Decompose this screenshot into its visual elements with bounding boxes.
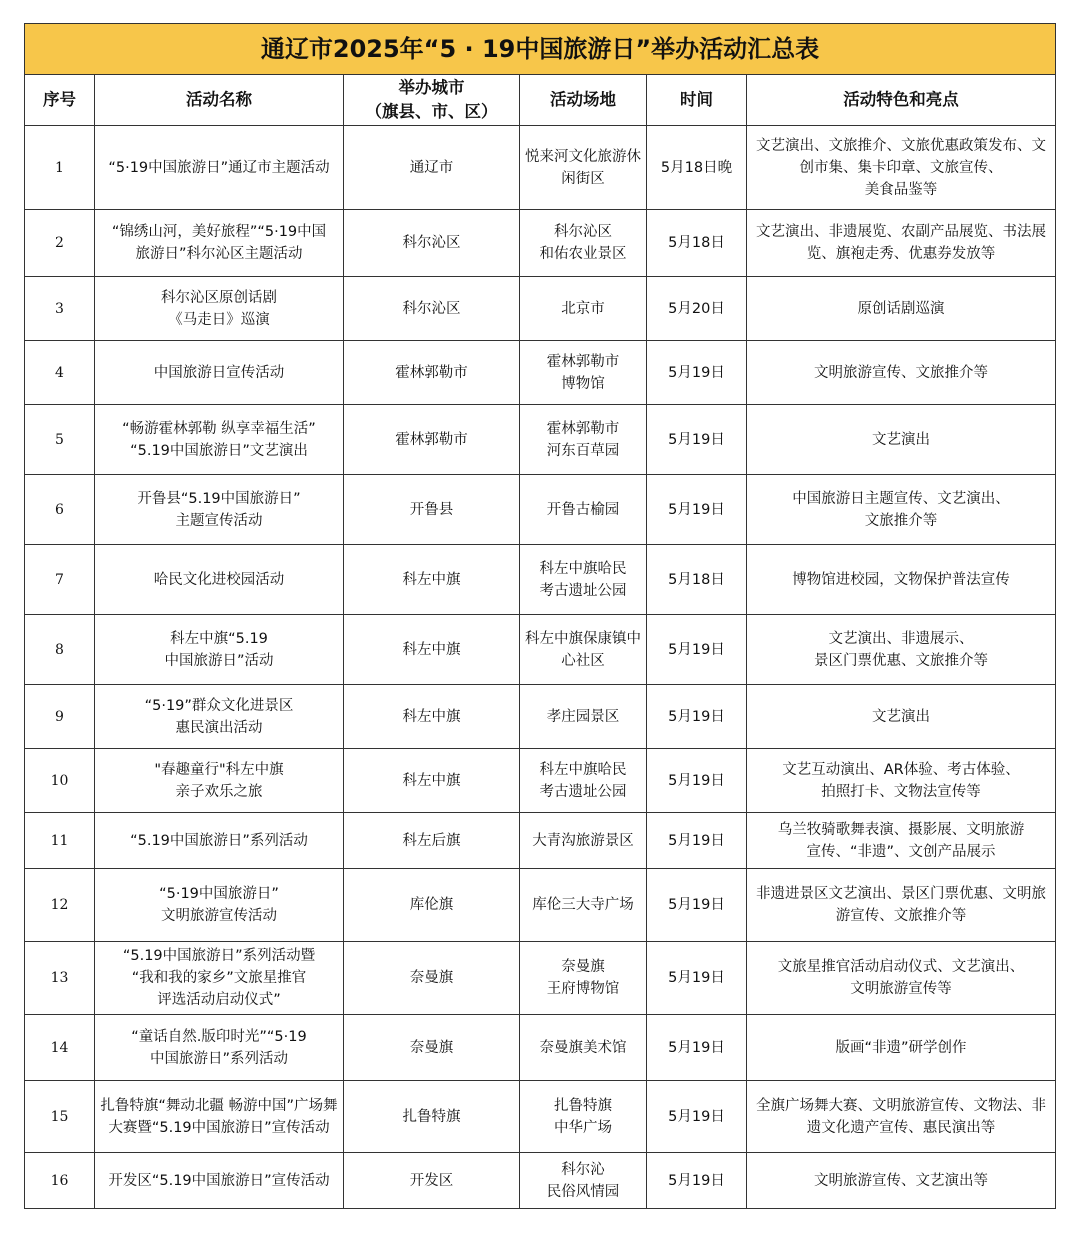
row-index: 2 xyxy=(25,210,95,277)
row-host-city: 科左中旗 xyxy=(344,685,520,749)
row-host-city: 开鲁县 xyxy=(344,475,520,545)
row-time: 5月19日 xyxy=(647,405,747,475)
row-index: 14 xyxy=(25,1015,95,1081)
row-activity-name: “5.19中国旅游日”系列活动暨 “我和我的家乡”文旅星推官 评选活动启动仪式” xyxy=(95,942,344,1015)
row-venue: 科左中旗保康镇中心社区 xyxy=(520,615,647,685)
row-venue: 奈曼旗 王府博物馆 xyxy=(520,942,647,1015)
table-row xyxy=(25,210,1056,277)
table-row xyxy=(25,749,1056,813)
row-time: 5月19日 xyxy=(647,1153,747,1209)
row-time: 5月19日 xyxy=(647,942,747,1015)
row-index: 15 xyxy=(25,1081,95,1153)
row-index: 5 xyxy=(25,405,95,475)
header-venue: 活动场地 xyxy=(520,75,647,126)
row-host-city: 开发区 xyxy=(344,1153,520,1209)
row-activity-name: “童话自然.版印时光”“5·19 中国旅游日”系列活动 xyxy=(95,1015,344,1081)
row-time: 5月19日 xyxy=(647,475,747,545)
header-index: 序号 xyxy=(25,75,95,126)
row-time: 5月19日 xyxy=(647,869,747,942)
row-time: 5月18日 xyxy=(647,210,747,277)
table-row xyxy=(25,475,1056,545)
row-venue: 北京市 xyxy=(520,277,647,341)
row-index: 1 xyxy=(25,126,95,210)
row-venue: 库伦三大寺广场 xyxy=(520,869,647,942)
row-features: 博物馆进校园，文物保护普法宣传 xyxy=(747,545,1056,615)
activity-table xyxy=(24,23,1056,1209)
row-index: 12 xyxy=(25,869,95,942)
row-host-city: 奈曼旗 xyxy=(344,942,520,1015)
table-row xyxy=(25,126,1056,210)
row-features: 文艺演出、非遗展示、 景区门票优惠、文旅推介等 xyxy=(747,615,1056,685)
row-host-city: 霍林郭勒市 xyxy=(344,341,520,405)
row-activity-name: 科尔沁区原创话剧 《马走日》巡演 xyxy=(95,277,344,341)
row-features: 文明旅游宣传、文旅推介等 xyxy=(747,341,1056,405)
row-index: 3 xyxy=(25,277,95,341)
row-activity-name: 哈民文化进校园活动 xyxy=(95,545,344,615)
table-row xyxy=(25,341,1056,405)
row-venue: 孝庄园景区 xyxy=(520,685,647,749)
row-index: 4 xyxy=(25,341,95,405)
row-host-city: 库伦旗 xyxy=(344,869,520,942)
row-features: 版画“非遗”研学创作 xyxy=(747,1015,1056,1081)
row-host-city: 科左中旗 xyxy=(344,749,520,813)
table-row xyxy=(25,1081,1056,1153)
table-row xyxy=(25,615,1056,685)
table-title: 通辽市2025年“5 · 19中国旅游日”举办活动汇总表 xyxy=(25,24,1056,75)
row-time: 5月19日 xyxy=(647,749,747,813)
row-features: 中国旅游日主题宣传、文艺演出、 文旅推介等 xyxy=(747,475,1056,545)
row-host-city: 科尔沁区 xyxy=(344,210,520,277)
row-features: 全旗广场舞大赛、文明旅游宣传、文物法、非遗文化遗产宣传、惠民演出等 xyxy=(747,1081,1056,1153)
header-features: 活动特色和亮点 xyxy=(747,75,1056,126)
header-time: 时间 xyxy=(647,75,747,126)
row-activity-name: 开发区“5.19中国旅游日”宣传活动 xyxy=(95,1153,344,1209)
table-row xyxy=(25,1015,1056,1081)
row-host-city: 扎鲁特旗 xyxy=(344,1081,520,1153)
row-time: 5月18日 xyxy=(647,545,747,615)
row-index: 8 xyxy=(25,615,95,685)
header-host-city: 举办城市 （旗县、市、区） xyxy=(344,75,520,126)
row-activity-name: “5.19中国旅游日”系列活动 xyxy=(95,813,344,869)
row-time: 5月19日 xyxy=(647,1081,747,1153)
row-activity-name: “5·19”群众文化进景区 惠民演出活动 xyxy=(95,685,344,749)
row-host-city: 科尔沁区 xyxy=(344,277,520,341)
table-row xyxy=(25,685,1056,749)
row-activity-name: 扎鲁特旗“舞动北疆 畅游中国”广场舞大赛暨“5.19中国旅游日”宣传活动 xyxy=(95,1081,344,1153)
row-host-city: 科左中旗 xyxy=(344,545,520,615)
activity-summary-sheet xyxy=(24,23,1055,1209)
row-activity-name: “锦绣山河，美好旅程”“5·19中国 旅游日”科尔沁区主题活动 xyxy=(95,210,344,277)
row-activity-name: "春趣童行"科左中旗 亲子欢乐之旅 xyxy=(95,749,344,813)
row-host-city: 奈曼旗 xyxy=(344,1015,520,1081)
row-index: 16 xyxy=(25,1153,95,1209)
row-features: 文艺演出、文旅推介、文旅优惠政策发布、文创市集、集卡印章、文旅宣传、 美食品鉴等 xyxy=(747,126,1056,210)
row-features: 文艺演出 xyxy=(747,685,1056,749)
row-host-city: 科左后旗 xyxy=(344,813,520,869)
row-host-city: 通辽市 xyxy=(344,126,520,210)
row-venue: 霍林郭勒市 河东百草园 xyxy=(520,405,647,475)
row-features: 文艺互动演出、AR体验、考古体验、 拍照打卡、文物法宣传等 xyxy=(747,749,1056,813)
row-venue: 科尔沁 民俗风情园 xyxy=(520,1153,647,1209)
row-features: 文艺演出 xyxy=(747,405,1056,475)
row-venue: 科左中旗哈民 考古遗址公园 xyxy=(520,749,647,813)
row-features: 文明旅游宣传、文艺演出等 xyxy=(747,1153,1056,1209)
row-time: 5月18日晚 xyxy=(647,126,747,210)
row-features: 乌兰牧骑歌舞表演、摄影展、文明旅游 宣传、“非遗”、文创产品展示 xyxy=(747,813,1056,869)
row-venue: 开鲁古榆园 xyxy=(520,475,647,545)
row-time: 5月20日 xyxy=(647,277,747,341)
row-index: 6 xyxy=(25,475,95,545)
table-row xyxy=(25,813,1056,869)
row-activity-name: “畅游霍林郭勒 纵享幸福生活” “5.19中国旅游日”文艺演出 xyxy=(95,405,344,475)
row-venue: 科尔沁区 和佑农业景区 xyxy=(520,210,647,277)
row-venue: 扎鲁特旗 中华广场 xyxy=(520,1081,647,1153)
row-host-city: 科左中旗 xyxy=(344,615,520,685)
row-venue: 霍林郭勒市 博物馆 xyxy=(520,341,647,405)
table-row xyxy=(25,942,1056,1015)
row-index: 7 xyxy=(25,545,95,615)
row-time: 5月19日 xyxy=(647,615,747,685)
row-time: 5月19日 xyxy=(647,341,747,405)
row-index: 11 xyxy=(25,813,95,869)
table-row xyxy=(25,545,1056,615)
row-features: 非遗进景区文艺演出、景区门票优惠、文明旅游宣传、文旅推介等 xyxy=(747,869,1056,942)
row-index: 10 xyxy=(25,749,95,813)
row-time: 5月19日 xyxy=(647,685,747,749)
row-activity-name: 科左中旗“5.19 中国旅游日”活动 xyxy=(95,615,344,685)
row-activity-name: “5·19中国旅游日”通辽市主题活动 xyxy=(95,126,344,210)
row-venue: 科左中旗哈民 考古遗址公园 xyxy=(520,545,647,615)
table-row xyxy=(25,869,1056,942)
row-venue: 奈曼旗美术馆 xyxy=(520,1015,647,1081)
row-features: 文旅星推官活动启动仪式、文艺演出、 文明旅游宣传等 xyxy=(747,942,1056,1015)
row-venue: 大青沟旅游景区 xyxy=(520,813,647,869)
header-activity-name: 活动名称 xyxy=(95,75,344,126)
row-activity-name: 中国旅游日宣传活动 xyxy=(95,341,344,405)
row-host-city: 霍林郭勒市 xyxy=(344,405,520,475)
row-index: 13 xyxy=(25,942,95,1015)
table-row xyxy=(25,405,1056,475)
row-activity-name: 开鲁县“5.19中国旅游日” 主题宣传活动 xyxy=(95,475,344,545)
row-features: 原创话剧巡演 xyxy=(747,277,1056,341)
row-activity-name: “5·19中国旅游日” 文明旅游宣传活动 xyxy=(95,869,344,942)
row-time: 5月19日 xyxy=(647,813,747,869)
row-time: 5月19日 xyxy=(647,1015,747,1081)
row-index: 9 xyxy=(25,685,95,749)
row-features: 文艺演出、非遗展览、农副产品展览、书法展览、旗袍走秀、优惠券发放等 xyxy=(747,210,1056,277)
row-venue: 悦来河文化旅游休闲街区 xyxy=(520,126,647,210)
table-row xyxy=(25,277,1056,341)
header-row xyxy=(25,75,1056,126)
table-row xyxy=(25,1153,1056,1209)
